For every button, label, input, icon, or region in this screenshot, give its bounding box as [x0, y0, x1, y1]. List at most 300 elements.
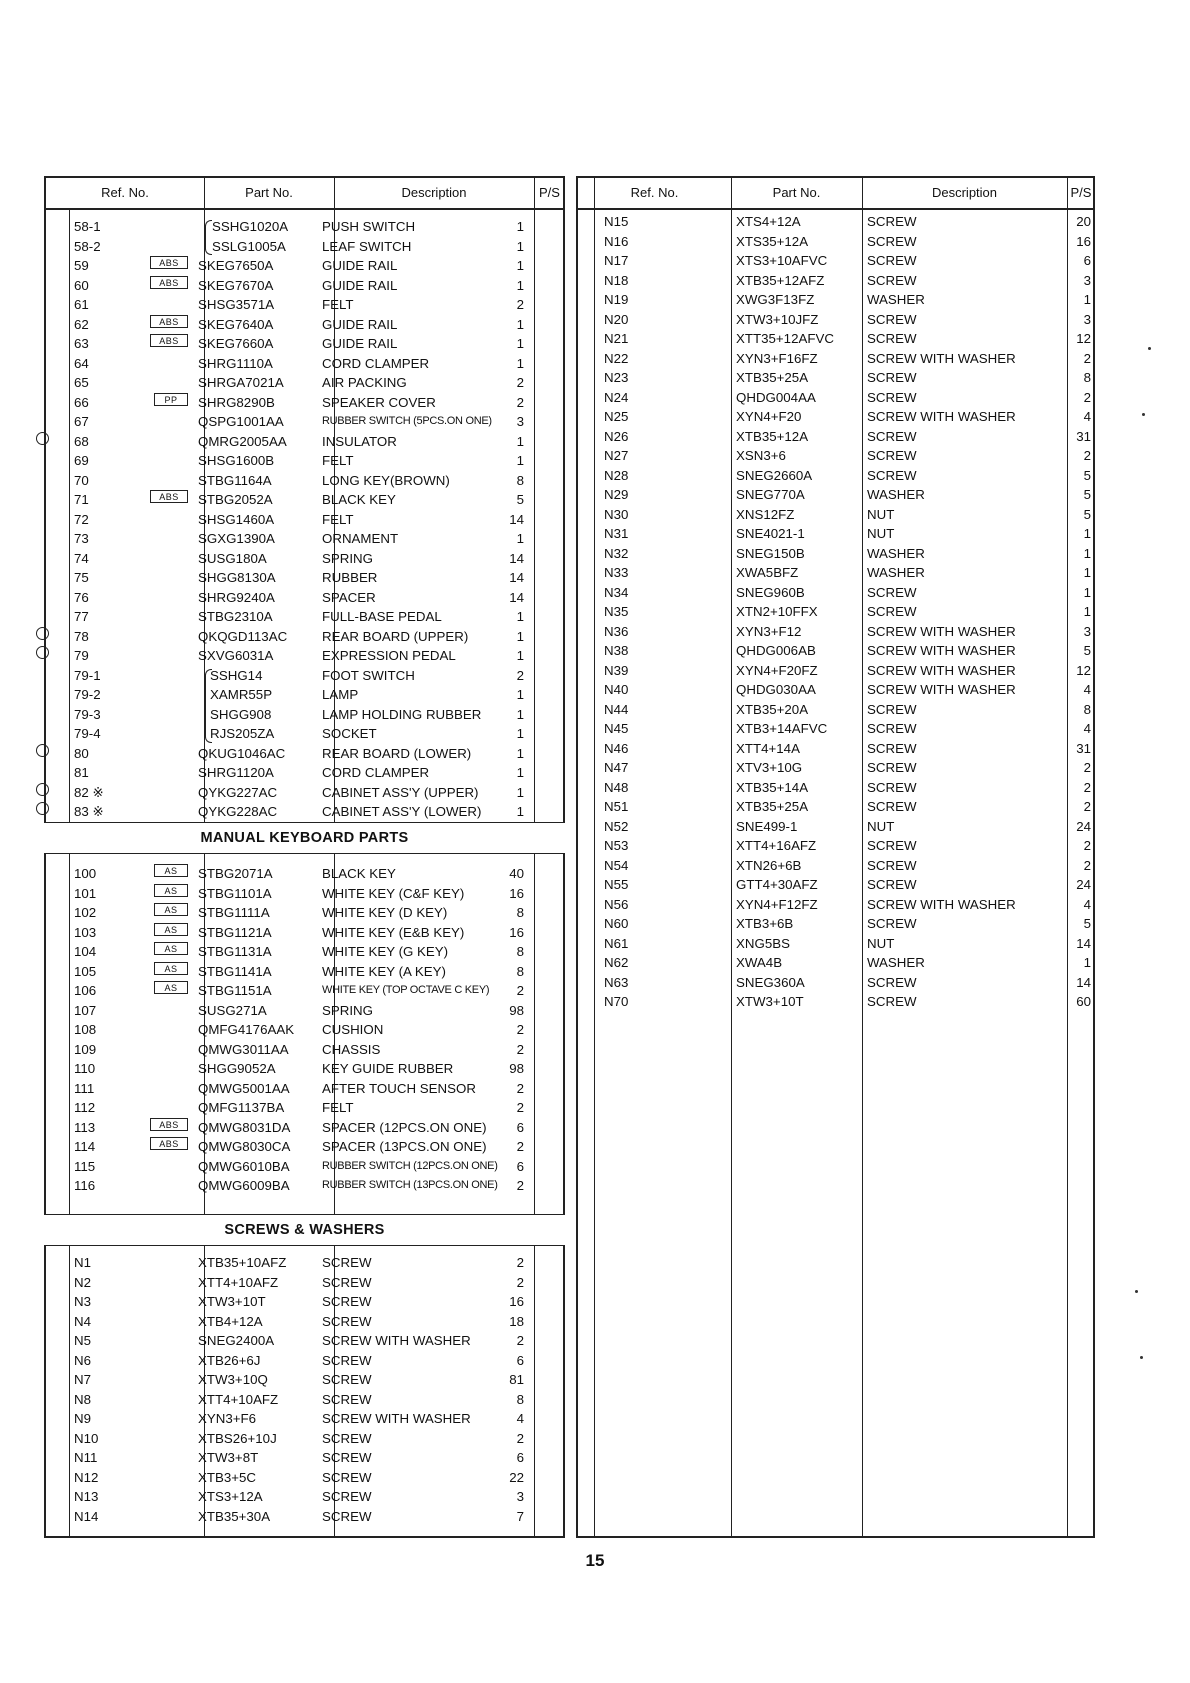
table-row — [578, 544, 1093, 564]
table-row — [46, 217, 563, 237]
material-badge: AS — [154, 884, 188, 897]
safety-circle-icon — [36, 744, 49, 757]
ref-no: N6 — [74, 1352, 91, 1368]
description: EXPRESSION PEDAL — [322, 648, 456, 663]
table-row — [46, 802, 563, 822]
description: NUT — [867, 526, 895, 541]
table-row — [46, 393, 563, 413]
table-row — [46, 705, 563, 725]
part-no: SHRG1110A — [198, 355, 273, 371]
part-no: QKQGD113AC — [198, 628, 288, 644]
ref-no: 74 — [74, 550, 89, 566]
part-no: XTT35+12AFVC — [736, 331, 834, 346]
table-row — [578, 700, 1093, 720]
description: CHASSIS — [322, 1041, 381, 1057]
description: CABINET ASS'Y (UPPER) — [322, 784, 479, 800]
ref-no: N20 — [604, 311, 629, 327]
description: WASHER — [867, 487, 925, 502]
description: LONG KEY(BROWN) — [322, 472, 450, 488]
ref-no: N4 — [74, 1313, 91, 1329]
quantity: 5 — [1083, 506, 1091, 522]
table-row — [46, 373, 563, 393]
description: SCREW — [867, 701, 917, 717]
ref-no: N30 — [604, 506, 629, 522]
ref-no: N29 — [604, 487, 629, 502]
quantity: 1 — [516, 706, 524, 722]
table-row — [46, 666, 563, 686]
description: RUBBER SWITCH (12PCS.ON ONE) — [322, 1159, 498, 1172]
description: AFTER TOUCH SENSOR — [322, 1080, 476, 1096]
quantity: 16 — [509, 1294, 524, 1309]
quantity: 1 — [516, 648, 524, 663]
ref-no: N8 — [74, 1391, 91, 1407]
ref-no: 103 — [74, 924, 97, 940]
ref-no: N35 — [604, 604, 629, 619]
part-no: SNEG2400A — [198, 1333, 275, 1348]
ref-no: 71 — [74, 492, 89, 507]
description: SCREW — [322, 1450, 372, 1465]
ref-no: N17 — [604, 253, 629, 268]
ref-no: N63 — [604, 974, 629, 990]
quantity: 2 — [516, 1274, 524, 1290]
table-row — [46, 923, 563, 943]
description: SCREW — [322, 1372, 372, 1387]
table-row — [578, 407, 1093, 427]
quantity: 16 — [509, 924, 524, 940]
part-no: QMWG8031DA — [198, 1119, 291, 1135]
table-row — [46, 1059, 563, 1079]
ref-no: N26 — [604, 428, 629, 444]
ref-no: 101 — [74, 885, 97, 901]
ref-no: N3 — [74, 1294, 91, 1309]
ref-no: N33 — [604, 565, 629, 580]
ref-no: 107 — [74, 1002, 97, 1018]
ref-no: N56 — [604, 896, 629, 912]
ref-no: 104 — [74, 944, 97, 959]
part-no: XWG3F13FZ — [736, 292, 815, 307]
part-no: QMFG1137BA — [198, 1100, 285, 1115]
table-row — [46, 1292, 563, 1312]
quantity: 2 — [1083, 389, 1091, 405]
table-row — [46, 884, 563, 904]
description: SCREW WITH WASHER — [322, 1333, 471, 1348]
table-row — [46, 451, 563, 471]
table-row — [578, 290, 1093, 310]
grouping-brace — [205, 669, 212, 743]
part-no: SHGG908 — [210, 706, 272, 722]
header-ref: Ref. No. — [630, 185, 679, 200]
quantity: 2 — [516, 1041, 524, 1057]
safety-circle-icon — [36, 627, 49, 640]
table-row — [578, 368, 1093, 388]
quantity: 31 — [1076, 428, 1091, 444]
ref-no: N18 — [604, 272, 629, 288]
quantity: 1 — [1083, 955, 1091, 970]
part-no: QMWG6009BA — [198, 1178, 290, 1193]
section-header-screws-washers: SCREWS & WASHERS — [44, 1214, 565, 1246]
table-row — [46, 903, 563, 923]
quantity: 14 — [509, 570, 524, 585]
ref-no: 72 — [74, 511, 89, 527]
part-no: QMWG3011AA — [198, 1041, 289, 1057]
description: SCREW WITH WASHER — [867, 643, 1016, 658]
table-row — [578, 602, 1093, 622]
ref-no: N13 — [74, 1489, 99, 1504]
description: SCREW — [322, 1489, 372, 1504]
part-no: SHSG1460A — [198, 511, 275, 527]
description: FELT — [322, 511, 354, 527]
description: LEAF SWITCH — [322, 238, 412, 254]
table-row — [46, 1098, 563, 1118]
description: GUIDE RAIL — [322, 336, 398, 351]
table-row — [578, 934, 1093, 954]
description: CABINET ASS'Y (LOWER) — [322, 804, 482, 819]
table-row — [578, 680, 1093, 700]
part-no: SUSG180A — [198, 550, 267, 566]
part-no: XTB35+12AFZ — [736, 272, 825, 288]
quantity: 12 — [1076, 662, 1091, 678]
ref-no: N51 — [604, 799, 629, 814]
description: FULL-BASE PEDAL — [322, 609, 442, 624]
description: SPACER (13PCS.ON ONE) — [322, 1139, 487, 1154]
part-no: XNG5BS — [736, 935, 790, 951]
description: SCREW — [867, 857, 917, 873]
material-badge: AS — [154, 864, 188, 877]
table-row — [46, 1040, 563, 1060]
quantity: 98 — [509, 1002, 524, 1018]
part-no: XTS3+12A — [198, 1489, 263, 1504]
table-row — [578, 310, 1093, 330]
quantity: 7 — [516, 1508, 524, 1524]
table-row — [46, 1487, 563, 1507]
part-no: XTB3+5C — [198, 1469, 257, 1485]
description: SCREW — [867, 272, 917, 288]
part-no: XTB35+30A — [198, 1508, 271, 1524]
ref-no: 114 — [74, 1139, 96, 1154]
part-no: SHRG9240A — [198, 589, 275, 605]
description: SCREW WITH WASHER — [867, 682, 1016, 697]
ref-no: N11 — [74, 1450, 98, 1465]
part-no: QMRG2005AA — [198, 433, 287, 449]
part-no: SKEG7640A — [198, 316, 274, 332]
description: SCREW WITH WASHER — [867, 623, 1016, 639]
description: REAR BOARD (LOWER) — [322, 745, 472, 761]
description: SCREW — [867, 740, 917, 756]
quantity: 6 — [516, 1352, 524, 1368]
description: SCREW — [867, 721, 917, 736]
quantity: 1 — [1083, 584, 1091, 600]
table-row — [578, 778, 1093, 798]
quantity: 98 — [509, 1061, 524, 1076]
table-row — [46, 1507, 563, 1527]
description: SCREW — [867, 467, 917, 483]
ref-no: 116 — [74, 1178, 96, 1193]
part-no: QHDG006AB — [736, 643, 816, 658]
description: WHITE KEY (D KEY) — [322, 905, 448, 920]
table-row — [46, 627, 563, 647]
part-no: STBG1121A — [198, 924, 272, 940]
table-row — [578, 875, 1093, 895]
part-no: QMWG6010BA — [198, 1158, 290, 1174]
description: WASHER — [867, 292, 925, 307]
table-row — [578, 583, 1093, 603]
ref-no: 63 — [74, 336, 89, 351]
quantity: 3 — [516, 414, 524, 429]
part-no: XTT4+10AFZ — [198, 1274, 279, 1290]
ref-no: 67 — [74, 414, 89, 429]
table-row — [46, 1137, 563, 1157]
quantity: 3 — [516, 1489, 524, 1504]
description: LAMP — [322, 687, 359, 702]
quantity: 1 — [516, 258, 524, 273]
ref-no: 66 — [74, 394, 89, 410]
material-badge: PP — [154, 393, 188, 406]
description: ORNAMENT — [322, 531, 399, 546]
quantity: 40 — [509, 866, 524, 881]
part-no: SHRG8290B — [198, 394, 275, 410]
quantity: 4 — [516, 1411, 524, 1426]
part-no: XTS35+12A — [736, 233, 809, 249]
description: SCREW — [867, 974, 917, 990]
description: WHITE KEY (E&B KEY) — [322, 924, 465, 940]
ref-no: 69 — [74, 453, 89, 468]
description: SCREW — [322, 1352, 372, 1368]
table-row — [46, 1079, 563, 1099]
quantity: 1 — [516, 745, 524, 761]
quantity: 2 — [516, 297, 524, 312]
part-no: SHGG9052A — [198, 1061, 276, 1076]
quantity: 2 — [516, 667, 524, 683]
part-no: SUSG271A — [198, 1002, 267, 1018]
quantity: 6 — [516, 1450, 524, 1465]
ref-no: N32 — [604, 545, 629, 561]
table-row — [578, 622, 1093, 642]
part-no: XTB35+14A — [736, 779, 809, 795]
table-row — [578, 251, 1093, 271]
ref-no: 100 — [74, 866, 97, 881]
header-desc: Description — [931, 185, 998, 200]
part-no: SHRG1120A — [198, 765, 274, 780]
part-no: SHGG8130A — [198, 570, 276, 585]
table-row — [46, 354, 563, 374]
description: BLACK KEY — [322, 866, 396, 881]
description: SCREW — [322, 1391, 372, 1407]
material-badge: ABS — [150, 315, 188, 328]
quantity: 2 — [1083, 350, 1091, 366]
part-no: XTB35+10AFZ — [198, 1255, 287, 1270]
ref-no: N28 — [604, 467, 629, 483]
table-row — [46, 607, 563, 627]
description: SCREW — [867, 838, 917, 853]
description: SCREW — [867, 760, 917, 775]
scan-speck — [1135, 1290, 1138, 1293]
material-badge: ABS — [150, 1137, 188, 1150]
part-no: SSHG14 — [210, 667, 263, 683]
part-no: XTBS26+10J — [198, 1430, 277, 1446]
ref-no: N39 — [604, 662, 629, 678]
ref-no: 110 — [74, 1061, 96, 1076]
table-row — [46, 432, 563, 452]
quantity: 20 — [1076, 214, 1091, 229]
description: SCREW — [322, 1508, 372, 1524]
quantity: 1 — [516, 453, 524, 468]
description: RUBBER SWITCH (5PCS.ON ONE) — [322, 415, 492, 427]
scan-speck — [1142, 413, 1145, 416]
ref-no: N31 — [604, 526, 629, 541]
quantity: 2 — [516, 983, 524, 998]
part-no: STBG1131A — [198, 944, 272, 959]
part-no: QMWG5001AA — [198, 1080, 290, 1096]
section-header-manual-keyboard: MANUAL KEYBOARD PARTS — [44, 822, 565, 854]
ref-no: 58-1 — [74, 219, 101, 234]
table-row — [578, 271, 1093, 291]
description: SCREW WITH WASHER — [867, 662, 1016, 678]
quantity: 1 — [516, 316, 524, 332]
part-no: GTT4+30AFZ — [736, 877, 818, 892]
description: SCREW WITH WASHER — [322, 1411, 471, 1426]
table-row — [46, 1118, 563, 1138]
quantity: 5 — [1083, 643, 1091, 658]
table-row — [46, 1409, 563, 1429]
part-no: QSPG1001AA — [198, 414, 284, 429]
description: SCREW — [322, 1294, 372, 1309]
quantity: 2 — [516, 1139, 524, 1154]
quantity: 1 — [516, 219, 524, 234]
table-row — [46, 1020, 563, 1040]
description: CORD CLAMPER — [322, 765, 430, 780]
part-no: XTW3+8T — [198, 1450, 259, 1465]
quantity: 1 — [516, 784, 524, 800]
table-row — [46, 237, 563, 257]
part-no: RJS205ZA — [210, 726, 275, 741]
table-row — [46, 942, 563, 962]
ref-no: N25 — [604, 409, 629, 424]
quantity: 3 — [1083, 272, 1091, 288]
part-no: QMWG8030CA — [198, 1139, 291, 1154]
ref-no: N21 — [604, 331, 629, 346]
part-no: XTV3+10G — [736, 760, 803, 775]
quantity: 1 — [516, 765, 524, 780]
material-badge: AS — [154, 981, 188, 994]
ref-no: N9 — [74, 1411, 91, 1426]
ref-no: N16 — [604, 233, 629, 249]
description: SCREW — [867, 214, 917, 229]
table-row — [46, 490, 563, 510]
table-row — [578, 466, 1093, 486]
table-row — [578, 485, 1093, 505]
quantity: 8 — [516, 944, 524, 959]
quantity: 6 — [516, 1158, 524, 1174]
table-row — [46, 510, 563, 530]
quantity: 4 — [1083, 721, 1091, 736]
part-no: XTB3+6B — [736, 916, 794, 931]
description: REAR BOARD (UPPER) — [322, 628, 469, 644]
quantity: 31 — [1076, 740, 1091, 756]
table-row — [46, 256, 563, 276]
description: SCREW — [867, 311, 917, 327]
header-desc: Description — [401, 185, 467, 200]
quantity: 8 — [516, 905, 524, 920]
quantity: 2 — [516, 394, 524, 410]
description: SOCKET — [322, 726, 377, 741]
table-row — [46, 1312, 563, 1332]
table-row — [46, 1390, 563, 1410]
ref-no: N34 — [604, 584, 629, 600]
description: NUT — [867, 935, 895, 951]
description: SCREW — [867, 331, 917, 346]
part-no: SKEG7660A — [198, 336, 274, 351]
table-row — [46, 1253, 563, 1273]
table-row — [46, 724, 563, 744]
table-row — [46, 685, 563, 705]
ref-no: 76 — [74, 589, 89, 605]
table-row — [578, 661, 1093, 681]
ref-no: N48 — [604, 779, 629, 795]
ref-no: 58-2 — [74, 238, 101, 254]
table-row — [46, 529, 563, 549]
part-no: XTB35+25A — [736, 799, 809, 814]
description: SCREW WITH WASHER — [867, 409, 1016, 424]
safety-circle-icon — [36, 802, 49, 815]
part-no: STBG2310A — [198, 609, 273, 624]
part-no: SHSG3571A — [198, 297, 275, 312]
table-row — [578, 563, 1093, 583]
description: SPRING — [322, 550, 373, 566]
description: SCREW — [867, 877, 917, 892]
part-no: XTW3+10Q — [198, 1372, 268, 1387]
description: WASHER — [867, 955, 925, 970]
description: INSULATOR — [322, 433, 397, 449]
table-row — [578, 232, 1093, 252]
table-row — [578, 524, 1093, 544]
ref-no: 79-4 — [74, 726, 101, 741]
ref-no: N5 — [74, 1333, 91, 1348]
table-row — [578, 388, 1093, 408]
table-row — [46, 1157, 563, 1177]
ref-no: 70 — [74, 472, 89, 488]
table-row — [46, 646, 563, 666]
table-row — [46, 1370, 563, 1390]
table-row — [46, 981, 563, 1001]
part-no: XWA5BFZ — [736, 565, 799, 580]
quantity: 24 — [1076, 818, 1091, 834]
quantity: 2 — [516, 1022, 524, 1037]
part-no: XYN3+F16FZ — [736, 350, 818, 366]
ref-no: N44 — [604, 701, 629, 717]
ref-no: N54 — [604, 857, 629, 873]
ref-no: N7 — [74, 1372, 91, 1387]
table-row — [46, 763, 563, 783]
table-row — [578, 427, 1093, 447]
description: SCREW — [322, 1430, 372, 1446]
table-row — [46, 549, 563, 569]
part-no: STBG1141A — [198, 963, 272, 979]
part-no: SNE499-1 — [736, 818, 798, 834]
ref-no: N61 — [604, 935, 629, 951]
description: LAMP HOLDING RUBBER — [322, 706, 482, 722]
quantity: 4 — [1083, 409, 1091, 424]
quantity: 2 — [1083, 760, 1091, 775]
ref-no: 79-3 — [74, 706, 101, 722]
ref-no: N15 — [604, 214, 629, 229]
description: RUBBER — [322, 570, 378, 585]
description: SCREW — [867, 916, 917, 931]
table-row — [578, 856, 1093, 876]
description: SCREW — [867, 448, 917, 463]
description: FELT — [322, 453, 354, 468]
quantity: 1 — [516, 531, 524, 546]
ref-no: N55 — [604, 877, 629, 892]
